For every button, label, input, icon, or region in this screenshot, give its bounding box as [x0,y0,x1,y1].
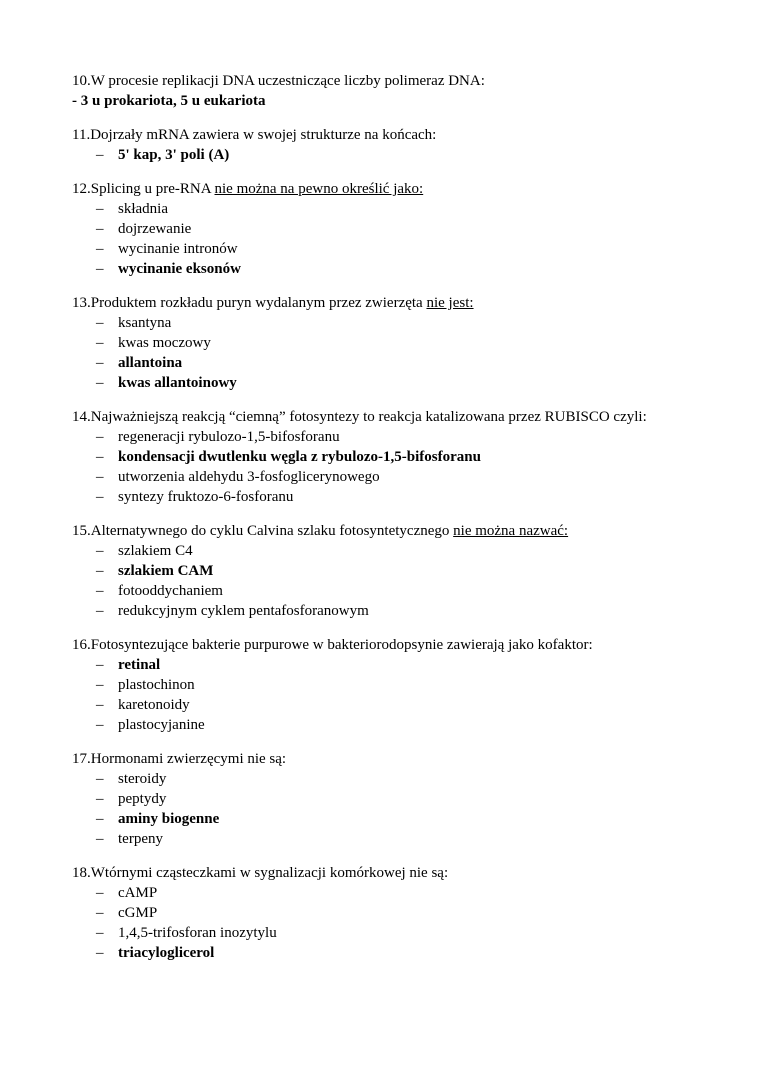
question-text: Fotosyntezujące bakterie purpurowe w bakteriorodopsynie zawierają jako kofaktor: [90,637,593,653]
question-block [72,125,692,165]
question-block [72,863,692,963]
question-underlined-text: nie jest: [426,295,474,311]
dash-bullet-icon: – [96,429,104,445]
dash-bullet-icon: – [96,905,104,921]
answer-option-text: cGMP [118,905,158,921]
answer-option-text: aminy biogenne [118,811,220,827]
answer-option-text: peptydy [118,791,167,807]
dash-bullet-icon: – [96,563,104,579]
answer-option [72,923,692,943]
answer-option [72,695,692,715]
answer-option [72,427,692,447]
answer-option-text: syntezy fruktozo-6-fosforanu [118,489,294,505]
answer-option-text: retinal [118,657,161,673]
dash-bullet-icon: – [96,489,104,505]
question-text: Hormonami zwierzęcymi nie są: [90,751,287,767]
dash-bullet-icon: – [96,201,104,217]
answer-option-text: wycinanie eksonów [118,261,241,277]
answer-option-text: regeneracji rybulozo-1,5-bifosforanu [118,429,340,445]
answer-option-text: utworzenia aldehydu 3-fosfoglicerynowego [118,469,380,485]
question-title [72,407,692,427]
answer-option-text: steroidy [118,771,167,787]
answer-option-text: ksantyna [118,315,172,331]
question-text: Dojrzały mRNA zawiera w swojej strukturze na końcach: [90,127,437,143]
question-block [72,407,692,507]
question-text: Wtórnymi cząsteczkami w sygnalizacji komórkowej nie są: [90,865,449,881]
dash-bullet-icon: – [96,677,104,693]
dash-bullet-icon: – [96,657,104,673]
dash-bullet-icon: – [96,241,104,257]
question-list [72,71,692,977]
dash-bullet-icon: – [96,811,104,827]
dash-bullet-icon: – [96,885,104,901]
question-title [72,125,692,145]
dash-bullet-icon: – [96,355,104,371]
question-title [72,71,692,91]
answer-option [72,239,692,259]
question-number: 15. [72,523,91,539]
answer-option-text: karetonoidy [118,697,190,713]
question-block [72,293,692,393]
answer-option [72,467,692,487]
answer-option [72,601,692,621]
question-title [72,749,692,769]
answer-option-correct [72,943,692,963]
dash-bullet-icon: – [96,831,104,847]
answer-option-text: kwas moczowy [118,335,211,351]
answer-option-correct [72,809,692,829]
answer-option-text: plastochinon [118,677,195,693]
answer-option-correct [72,447,692,467]
dash-bullet-icon: – [96,315,104,331]
answer-option-correct [72,373,692,393]
answer-option-correct [72,259,692,279]
dash-bullet-icon: – [96,771,104,787]
answer-option-text: wycinanie intronów [118,241,238,257]
question-text: W procesie replikacji DNA uczestniczące liczby polimeraz DNA: [90,73,485,89]
answer-option [72,675,692,695]
question-number: 13. [72,295,91,311]
question-text: Produktem rozkładu puryn wydalanym przez zwierzęta [90,295,427,311]
answer-option [72,333,692,353]
question-text: Splicing u pre-RNA [90,181,215,197]
dash-bullet-icon: – [96,603,104,619]
question-block [72,521,692,621]
answer-option-text: szlakiem CAM [118,563,214,579]
dash-bullet-icon: – [96,335,104,351]
answer-option [72,903,692,923]
answer-option-text: terpeny [118,831,163,847]
answer-option-text: kwas allantoinowy [118,375,237,391]
dash-bullet-icon: – [96,697,104,713]
answer-option-text: plastocyjanine [118,717,205,733]
question-number: 10. [72,73,91,89]
answer-option [72,581,692,601]
answer-option-correct [72,145,692,165]
question-title [72,179,692,199]
answer-option [72,541,692,561]
question-text: Alternatywnego do cyklu Calvina szlaku fotosyntetycznego [90,523,454,539]
question-title [72,293,692,313]
question-number: 18. [72,865,91,881]
answer-option-text: triacyloglicerol [118,945,215,961]
dash-bullet-icon: – [96,469,104,485]
question-number: 11. [72,127,91,143]
question-number: 12. [72,181,91,197]
dash-bullet-icon: – [96,583,104,599]
dash-bullet-icon: – [96,147,104,163]
answer-option [72,219,692,239]
dash-bullet-icon: – [96,717,104,733]
question-number: 17. [72,751,91,767]
dash-bullet-icon: – [96,221,104,237]
answer-option-text: 5' kap, 3' poli (A) [118,147,230,163]
answer-option-text: fotooddychaniem [118,583,223,599]
answer-option-text: składnia [118,201,168,217]
answer-option-correct [72,353,692,373]
question-underlined-text: nie można na pewno określić jako: [214,181,424,197]
answer-option-correct [72,655,692,675]
question-number: 16. [72,637,91,653]
question-title [72,863,692,883]
answer-option-text: redukcyjnym cyklem pentafosforanowym [118,603,369,619]
answer-option-correct [72,561,692,581]
answer-option [72,883,692,903]
answer-option [72,829,692,849]
answer-option-text: cAMP [118,885,158,901]
dash-bullet-icon: – [96,543,104,559]
question-title [72,635,692,655]
answer-option [72,313,692,333]
dash-bullet-icon: – [96,375,104,391]
dash-bullet-icon: – [96,449,104,465]
question-block [72,71,692,111]
answer-option-text: kondensacji dwutlenku węgla z rybulozo-1,5-bifosforanu [118,449,481,465]
answer-option [72,789,692,809]
question-underlined-text: nie można nazwać: [453,523,569,539]
question-block [72,635,692,735]
dash-bullet-icon: – [96,925,104,941]
dash-bullet-icon: – [96,261,104,277]
answer-option [72,199,692,219]
dash-bullet-icon: – [96,791,104,807]
question-number: 14. [72,409,91,425]
question-text: Najważniejszą reakcją “ciemną” fotosyntezy to reakcja katalizowana przez RUBISCO czyli: [90,409,647,425]
question-block [72,179,692,279]
answer-option-text: allantoina [118,355,183,371]
answer-option-text: dojrzewanie [118,221,192,237]
answer-option [72,715,692,735]
answer-option [72,769,692,789]
dash-bullet-icon: – [96,945,104,961]
inline-answer: - 3 u prokariota, 5 u eukariota [72,93,266,109]
question-title [72,521,692,541]
answer-option [72,487,692,507]
answer-option-text: 1,4,5-trifosforan inozytylu [118,925,277,941]
answer-option-text: szlakiem C4 [118,543,193,559]
question-block [72,749,692,849]
